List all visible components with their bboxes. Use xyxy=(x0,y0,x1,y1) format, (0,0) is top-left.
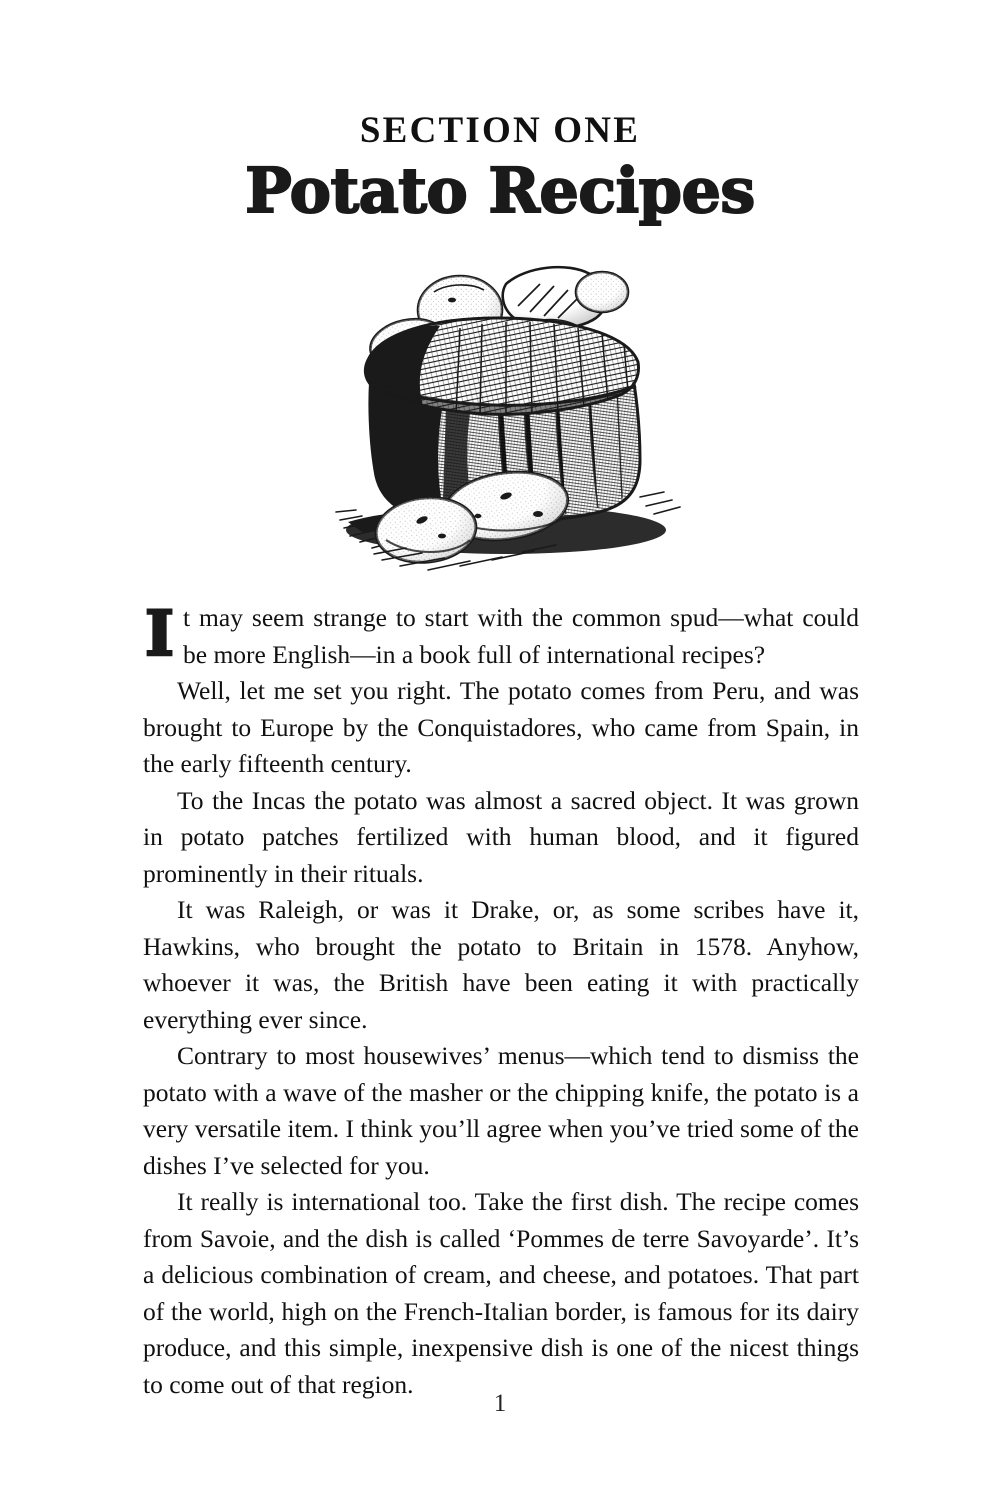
paragraph-1-text: t may seem strange to start with the common spud—what could be more English—in a book full of international recipes? xyxy=(183,603,859,669)
sack-of-potatoes-illustration xyxy=(310,248,690,578)
page-number: 1 xyxy=(493,1390,507,1417)
section-label: SECTION ONE xyxy=(359,110,641,151)
body-text xyxy=(143,597,859,1403)
paragraph-5: Contrary to most housewives’ menus—which tend to dismiss the potato with a wave of the masher or the chipping knife, the potato is a very versatile item. I think you’ll agree when you’ve tried some of the dishes I’ve selected for you. xyxy=(143,1041,859,1180)
paragraph-4: It was Raleigh, or was it Drake, or, as some scribes have it, Hawkins, who brought the potato to Britain in 1578. Anyhow, whoever it was, the British have been eating it with practically everything ever since. xyxy=(143,895,859,1034)
paragraph-2: Well, let me set you right. The potato comes from Peru, and was brought to Europe by the Conquistadores, who came from Spain, in the early fifteenth century. xyxy=(143,676,859,778)
paragraph-1 xyxy=(143,597,859,673)
sack-of-potatoes-icon xyxy=(310,248,690,578)
page-title: Potato Recipes xyxy=(245,154,755,227)
drop-cap: I xyxy=(145,597,175,670)
paragraph-3: To the Incas the potato was almost a sacred object. It was grown in potato patches fertilized with human blood, and it figured prominently in their rituals. xyxy=(143,785,859,888)
paragraph-6: It really is international too. Take the first dish. The recipe comes from Savoie, and the dish is called ‘Pommes de terre Savoyarde’. It’s a delicious combination of cream, and cheese, and potatoes. That part of the world, high on the French-Italian border, is famous for its dairy produce, and this simple, inexpensive dish is one of the nicest things to come out of that region. xyxy=(143,1187,859,1399)
